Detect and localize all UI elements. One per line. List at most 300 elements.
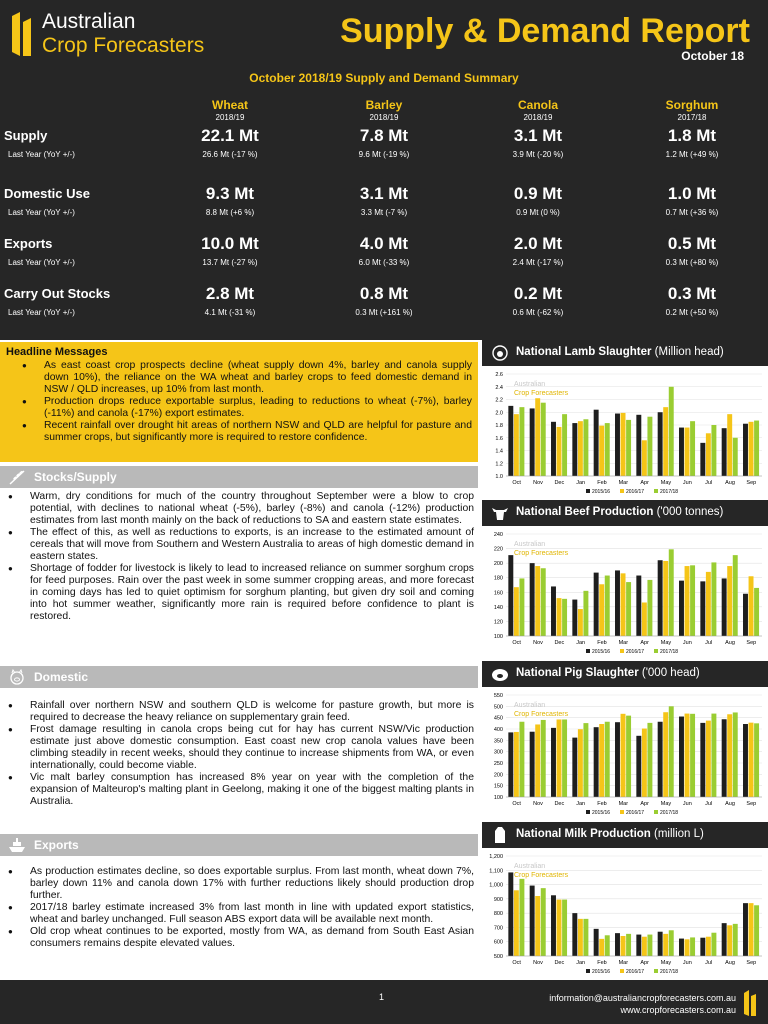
bar xyxy=(743,724,748,797)
y-tick-label: 400 xyxy=(493,727,503,733)
x-tick-label: Nov xyxy=(533,640,543,646)
watermark-text: Crop Forecasters xyxy=(514,550,569,557)
summary-panel xyxy=(0,0,768,340)
list-item: ● Old crop wheat continues to be exported, mostly from WA, as demand from South East Asian consumers remains despite elevated values. xyxy=(0,926,474,950)
x-tick-label: Oct xyxy=(512,480,521,486)
crop-header-wheat xyxy=(170,98,290,122)
section-title: Exports xyxy=(34,838,79,852)
legend-label: 2016/17 xyxy=(626,649,645,655)
bar xyxy=(658,560,663,636)
bar xyxy=(572,423,577,476)
milk-carton-icon xyxy=(490,826,510,844)
bar xyxy=(754,421,759,476)
x-tick-label: Jul xyxy=(705,480,713,486)
watermark-text: Crop Forecasters xyxy=(514,390,569,397)
crop-name: Sorghum xyxy=(665,98,719,112)
x-tick-label: Jun xyxy=(682,640,692,646)
bar xyxy=(519,407,524,476)
bar xyxy=(514,587,519,636)
headline-messages xyxy=(0,342,478,462)
y-tick-label: 1.2 xyxy=(495,461,503,468)
x-tick-label: Nov xyxy=(533,801,543,807)
crop-header-canola xyxy=(478,98,598,122)
ship-icon xyxy=(8,837,26,853)
bar xyxy=(572,600,577,636)
crop-year: 2018/19 xyxy=(369,113,399,122)
bar xyxy=(514,890,519,956)
y-tick-label: 150 xyxy=(493,783,503,790)
row-label-carry-out: Carry Out Stocks xyxy=(4,286,111,301)
bar xyxy=(578,421,583,476)
bar xyxy=(733,438,738,476)
section-header-domestic xyxy=(0,666,478,688)
footer-contact xyxy=(549,992,736,1016)
bar xyxy=(599,939,604,956)
domestic-list xyxy=(0,700,474,808)
row-sublabel: Last Year (YoY +/-) xyxy=(8,150,75,159)
row-label-supply: Supply xyxy=(4,128,48,143)
bar xyxy=(514,732,519,797)
prev-wheat-carry-out: 4.1 Mt (-31 %) xyxy=(204,308,256,317)
bar xyxy=(557,719,562,797)
bar xyxy=(599,724,604,797)
bar xyxy=(541,720,546,797)
section-title: Stocks/Supply xyxy=(34,470,117,484)
brand-subname: Crop Forecasters xyxy=(42,34,205,57)
bar xyxy=(642,937,647,956)
bar xyxy=(733,712,738,797)
bar xyxy=(583,591,588,636)
bar xyxy=(626,716,631,797)
y-tick-label: 1,200 xyxy=(489,854,503,860)
legend-label: 2015/16 xyxy=(592,969,611,975)
lamb-slaughter-chart xyxy=(484,368,768,498)
legend-swatch xyxy=(586,489,590,493)
x-tick-label: Mar xyxy=(618,640,629,646)
x-tick-label: Apr xyxy=(640,640,649,646)
chart-header-lamb xyxy=(482,340,768,366)
bar xyxy=(642,440,647,476)
bar xyxy=(754,723,759,797)
prev-wheat-exports: 13.7 Mt (-27 %) xyxy=(202,258,258,267)
sheep-icon xyxy=(490,344,510,362)
list-item: ● Rainfall over northern NSW and southern QLD is welcome for pasture growth, but more is required to decrease the heavy reliance on supplementary grain feed. xyxy=(0,700,474,724)
y-tick-label: 100 xyxy=(493,795,503,801)
bar xyxy=(594,929,599,956)
value-barley-carry-out: 0.8 Mt xyxy=(359,284,409,303)
bar xyxy=(722,578,727,636)
bar xyxy=(690,565,695,636)
x-tick-label: Dec xyxy=(554,480,565,486)
bar xyxy=(749,422,754,476)
bar xyxy=(706,937,711,956)
bar xyxy=(605,722,610,797)
y-tick-label: 160 xyxy=(493,590,503,597)
crop-header-barley xyxy=(324,98,444,122)
value-sorghum-carry-out: 0.3 Mt xyxy=(667,284,717,303)
bar xyxy=(733,924,738,956)
legend-label: 2017/18 xyxy=(660,810,679,816)
bar xyxy=(508,872,513,956)
prev-barley-exports: 6.0 Mt (-33 %) xyxy=(358,258,410,267)
bar xyxy=(626,934,631,956)
legend-swatch xyxy=(620,810,624,814)
x-tick-label: Feb xyxy=(597,480,607,486)
bar xyxy=(551,895,556,956)
list-item: ● As east coast crop prospects decline (wheat supply down 4%, barley and canola supply down 10%), the reliance on the WA wheat and barley crops to feed domestic demand in NSW / QLD increases, up 10% from last month. xyxy=(6,360,472,396)
chart-title: National Milk Production xyxy=(516,828,651,840)
y-tick-label: 120 xyxy=(493,619,503,626)
legend-swatch xyxy=(654,649,658,653)
y-tick-label: 500 xyxy=(493,954,503,960)
legend-swatch xyxy=(654,489,658,493)
bar xyxy=(636,736,641,797)
bar xyxy=(642,729,647,797)
x-tick-label: Sep xyxy=(746,480,757,486)
y-tick-label: 1.4 xyxy=(495,448,503,455)
x-tick-label: Jun xyxy=(682,960,692,966)
y-tick-label: 140 xyxy=(493,604,503,611)
x-tick-label: Mar xyxy=(618,480,629,486)
list-item: ● Warm, dry conditions for much of the country throughout September were a blow to crop potential, with declines to national wheat (-5%), barley (-8%) and canola (-12%) production estimates from last month mainly on the back of reductions to SA and eastern state estimates. xyxy=(0,491,474,527)
y-tick-label: 1.0 xyxy=(495,474,503,480)
bar xyxy=(508,555,513,636)
bar xyxy=(514,414,519,476)
chart-header-milk xyxy=(482,822,768,848)
bar xyxy=(594,727,599,797)
bar xyxy=(727,714,732,797)
bar xyxy=(636,935,641,956)
bar xyxy=(599,584,604,636)
x-tick-label: May xyxy=(660,640,672,646)
bar xyxy=(722,428,727,476)
prev-canola-exports: 2.4 Mt (-17 %) xyxy=(512,258,564,267)
bar xyxy=(706,433,711,476)
x-tick-label: Dec xyxy=(554,801,565,807)
x-tick-label: Apr xyxy=(640,801,649,807)
value-sorghum-domestic: 1.0 Mt xyxy=(667,184,717,203)
y-tick-label: 500 xyxy=(493,704,503,711)
bar xyxy=(722,923,727,956)
y-tick-label: 1,000 xyxy=(489,882,503,889)
crop-name: Barley xyxy=(365,98,403,112)
legend-label: 2016/17 xyxy=(626,810,645,816)
bar xyxy=(685,428,690,476)
bar xyxy=(647,417,652,476)
chart-unit: (Million head) xyxy=(654,346,724,358)
bar xyxy=(551,422,556,476)
section-header-exports xyxy=(0,834,478,856)
x-tick-label: Jul xyxy=(705,960,713,966)
value-wheat-domestic: 9.3 Mt xyxy=(205,184,255,203)
bar xyxy=(679,939,684,956)
bar xyxy=(754,905,759,956)
bar xyxy=(530,563,535,636)
bar xyxy=(578,609,583,636)
y-tick-label: 1,100 xyxy=(489,868,503,875)
x-tick-label: Oct xyxy=(512,801,521,807)
y-tick-label: 350 xyxy=(493,738,503,745)
bar xyxy=(749,903,754,956)
x-tick-label: Aug xyxy=(725,801,735,807)
bar xyxy=(727,566,732,636)
bar xyxy=(669,706,674,797)
legend-label: 2017/18 xyxy=(660,489,679,495)
legend-swatch xyxy=(620,969,624,973)
bar xyxy=(749,723,754,797)
bar xyxy=(615,414,620,476)
exports-list xyxy=(0,866,474,950)
crop-year: 2018/19 xyxy=(215,113,245,122)
crop-name: Wheat xyxy=(212,98,248,112)
section-title: Domestic xyxy=(34,670,89,684)
stocks-list xyxy=(0,491,474,623)
prev-barley-carry-out: 0.3 Mt (+161 %) xyxy=(355,308,413,317)
prev-sorghum-carry-out: 0.2 Mt (+50 %) xyxy=(665,308,719,317)
list-item: ● Shortage of fodder for livestock is likely to lead to increased reliance on summer sorghum crops for feed purposes. Rain over the past week in some summer cropping areas, and more forecast in coming days has led to quiet optimism for sorghum planting, but given dry soil and coming into hot summer weather, significantly more rain is required before confidence to plant is restored. xyxy=(0,563,474,623)
x-tick-label: Jun xyxy=(682,480,692,486)
chart-unit: (million L) xyxy=(654,828,704,840)
bar xyxy=(669,549,674,636)
bar xyxy=(658,722,663,797)
bar xyxy=(727,414,732,476)
bar xyxy=(572,913,577,956)
bar xyxy=(636,415,641,476)
bar xyxy=(700,938,705,956)
watermark-text: Australian xyxy=(514,702,546,709)
report-date: October 18 xyxy=(681,49,744,63)
pig-icon xyxy=(490,665,510,683)
bar xyxy=(669,930,674,956)
prev-barley-domestic: 3.3 Mt (-7 %) xyxy=(360,208,408,217)
y-tick-label: 200 xyxy=(493,561,503,568)
legend-swatch xyxy=(586,969,590,973)
row-label-domestic: Domestic Use xyxy=(4,186,90,201)
legend-swatch xyxy=(654,969,658,973)
legend-swatch xyxy=(586,649,590,653)
bar xyxy=(594,410,599,476)
value-canola-exports: 2.0 Mt xyxy=(513,234,563,253)
crop-year: 2017/18 xyxy=(677,113,707,122)
y-tick-label: 220 xyxy=(493,546,503,553)
bar xyxy=(711,933,716,956)
cow-icon xyxy=(490,504,510,522)
y-tick-label: 2.4 xyxy=(495,384,503,391)
x-tick-label: Nov xyxy=(533,960,543,966)
chart-unit: ('000 tonnes) xyxy=(656,506,724,518)
bar xyxy=(663,934,668,956)
value-barley-domestic: 3.1 Mt xyxy=(359,184,409,203)
legend-label: 2017/18 xyxy=(660,969,679,975)
y-tick-label: 2.0 xyxy=(495,410,503,417)
x-tick-label: Mar xyxy=(618,960,629,966)
bar xyxy=(621,936,626,956)
y-tick-label: 300 xyxy=(493,749,503,756)
value-sorghum-supply: 1.8 Mt xyxy=(667,126,717,145)
prev-wheat-supply: 26.6 Mt (-17 %) xyxy=(202,150,258,159)
bar xyxy=(621,714,626,797)
row-sublabel: Last Year (YoY +/-) xyxy=(8,258,75,267)
bar xyxy=(557,900,562,956)
x-tick-label: May xyxy=(660,960,672,966)
headline-title: Headline Messages xyxy=(6,346,108,358)
chart-title: National Beef Production xyxy=(516,506,654,518)
prev-sorghum-exports: 0.3 Mt (+80 %) xyxy=(665,258,719,267)
value-canola-carry-out: 0.2 Mt xyxy=(513,284,563,303)
page-number: 1 xyxy=(379,992,385,1002)
x-tick-label: Feb xyxy=(597,960,607,966)
bar xyxy=(605,576,610,636)
bar xyxy=(594,573,599,636)
bar xyxy=(599,426,604,476)
x-tick-label: Aug xyxy=(725,480,735,486)
y-tick-label: 200 xyxy=(493,772,503,779)
bar xyxy=(733,555,738,636)
chart-title: National Lamb Slaughter xyxy=(516,346,652,358)
x-tick-label: Oct xyxy=(512,640,521,646)
bar xyxy=(706,721,711,797)
chart-title: National Pig Slaughter xyxy=(516,667,639,679)
x-tick-label: Apr xyxy=(640,960,649,966)
bar xyxy=(727,925,732,956)
bar xyxy=(508,406,513,476)
crop-name: Canola xyxy=(517,98,558,112)
bar xyxy=(583,919,588,956)
bar xyxy=(562,900,567,956)
legend-label: 2017/18 xyxy=(660,649,679,655)
value-barley-supply: 7.8 Mt xyxy=(359,126,409,145)
y-tick-label: 2.2 xyxy=(495,397,503,404)
bar xyxy=(626,420,631,476)
list-item: ● Vic malt barley consumption has increased 8% year on year with the completion of the expansion of Malteurop's malting plant in Geelong, making it one of the biggest malting plants in Australia. xyxy=(0,772,474,808)
bar xyxy=(508,732,513,797)
bar xyxy=(642,602,647,636)
bar xyxy=(530,408,535,476)
watermark-text: Australian xyxy=(514,381,546,388)
bar xyxy=(562,599,567,636)
y-tick-label: 800 xyxy=(493,911,503,918)
x-tick-label: Feb xyxy=(597,801,607,807)
bar xyxy=(519,879,524,956)
prev-canola-supply: 3.9 Mt (-20 %) xyxy=(512,150,564,159)
value-wheat-exports: 10.0 Mt xyxy=(201,234,259,253)
bar xyxy=(679,581,684,636)
bar xyxy=(647,580,652,636)
bar xyxy=(711,425,716,476)
website-link[interactable]: www.cropforecasters.com.au xyxy=(620,1005,736,1015)
bar xyxy=(583,419,588,476)
milk-production-chart xyxy=(484,850,768,978)
row-sublabel: Last Year (YoY +/-) xyxy=(8,308,75,317)
bar xyxy=(663,407,668,476)
legend-swatch xyxy=(586,810,590,814)
watermark-text: Australian xyxy=(514,863,546,870)
bar xyxy=(578,919,583,956)
y-tick-label: 900 xyxy=(493,896,503,903)
bar xyxy=(530,732,535,797)
bar xyxy=(535,724,540,797)
bar xyxy=(541,888,546,956)
x-tick-label: May xyxy=(660,480,672,486)
list-item: ● Frost damage resulting in canola crops being cut for hay has current NSW/Vic production estimate just above domestic consumption. East coast new crop canola values have been climbing steadily in recent weeks, should they continue to increase shipments from WA, or even internationally, could become viable. xyxy=(0,724,474,772)
bar xyxy=(685,939,690,956)
bar xyxy=(690,714,695,797)
bar xyxy=(535,896,540,956)
bar xyxy=(572,738,577,797)
bar xyxy=(700,723,705,797)
x-tick-label: Oct xyxy=(512,960,521,966)
bar xyxy=(658,932,663,956)
x-tick-label: Dec xyxy=(554,640,565,646)
bar xyxy=(685,566,690,636)
y-tick-label: 100 xyxy=(493,634,503,640)
x-tick-label: Mar xyxy=(618,801,629,807)
value-barley-exports: 4.0 Mt xyxy=(359,234,409,253)
value-wheat-supply: 22.1 Mt xyxy=(201,126,259,145)
y-tick-label: 250 xyxy=(493,761,503,767)
bar xyxy=(621,573,626,636)
bar xyxy=(663,561,668,636)
bar xyxy=(535,398,540,476)
bar xyxy=(583,723,588,797)
bar xyxy=(722,719,727,797)
email-link[interactable]: information@australiancropforecasters.com.au xyxy=(549,993,736,1003)
legend-label: 2015/16 xyxy=(592,649,611,655)
bar xyxy=(711,714,716,797)
legend-swatch xyxy=(654,810,658,814)
watermark-text: Crop Forecasters xyxy=(514,872,569,879)
bar xyxy=(621,413,626,476)
x-tick-label: Nov xyxy=(533,480,543,486)
chart-unit: ('000 head) xyxy=(641,667,700,679)
brand-name: Australian xyxy=(42,10,136,33)
x-tick-label: Sep xyxy=(746,801,757,807)
bar xyxy=(562,719,567,797)
beef-production-chart xyxy=(484,528,768,658)
list-item: ● As production estimates decline, so does exportable surplus. From last month, wheat down 7%, barley down 11% and canola down 17% with further reductions likely should production drop further. xyxy=(0,866,474,902)
bar xyxy=(615,570,620,636)
watermark-text: Australian xyxy=(514,541,546,548)
bar xyxy=(685,714,690,797)
bar xyxy=(743,903,748,956)
x-tick-label: Jul xyxy=(705,640,713,646)
x-tick-label: Jan xyxy=(576,640,586,646)
legend-swatch xyxy=(620,649,624,653)
x-tick-label: May xyxy=(660,801,672,807)
prev-wheat-domestic: 8.8 Mt (+6 %) xyxy=(205,208,255,217)
bar xyxy=(519,722,524,797)
bar xyxy=(626,582,631,636)
bar xyxy=(711,562,716,636)
row-label-exports: Exports xyxy=(4,236,53,251)
bar xyxy=(663,712,668,797)
y-tick-label: 1.8 xyxy=(495,423,503,429)
y-tick-label: 2.6 xyxy=(495,372,503,378)
bar xyxy=(551,586,556,636)
x-tick-label: Aug xyxy=(725,640,735,646)
bar xyxy=(530,886,535,956)
crop-year: 2018/19 xyxy=(523,113,553,122)
value-wheat-carry-out: 2.8 Mt xyxy=(205,284,255,303)
x-tick-label: Apr xyxy=(640,480,649,486)
y-tick-label: 240 xyxy=(493,532,503,538)
bar xyxy=(615,933,620,956)
logo-mark-icon xyxy=(12,12,32,56)
chart-header-beef xyxy=(482,500,768,526)
section-header-stocks xyxy=(0,466,478,488)
bar xyxy=(754,588,759,636)
value-canola-domestic: 0.9 Mt xyxy=(513,184,563,203)
